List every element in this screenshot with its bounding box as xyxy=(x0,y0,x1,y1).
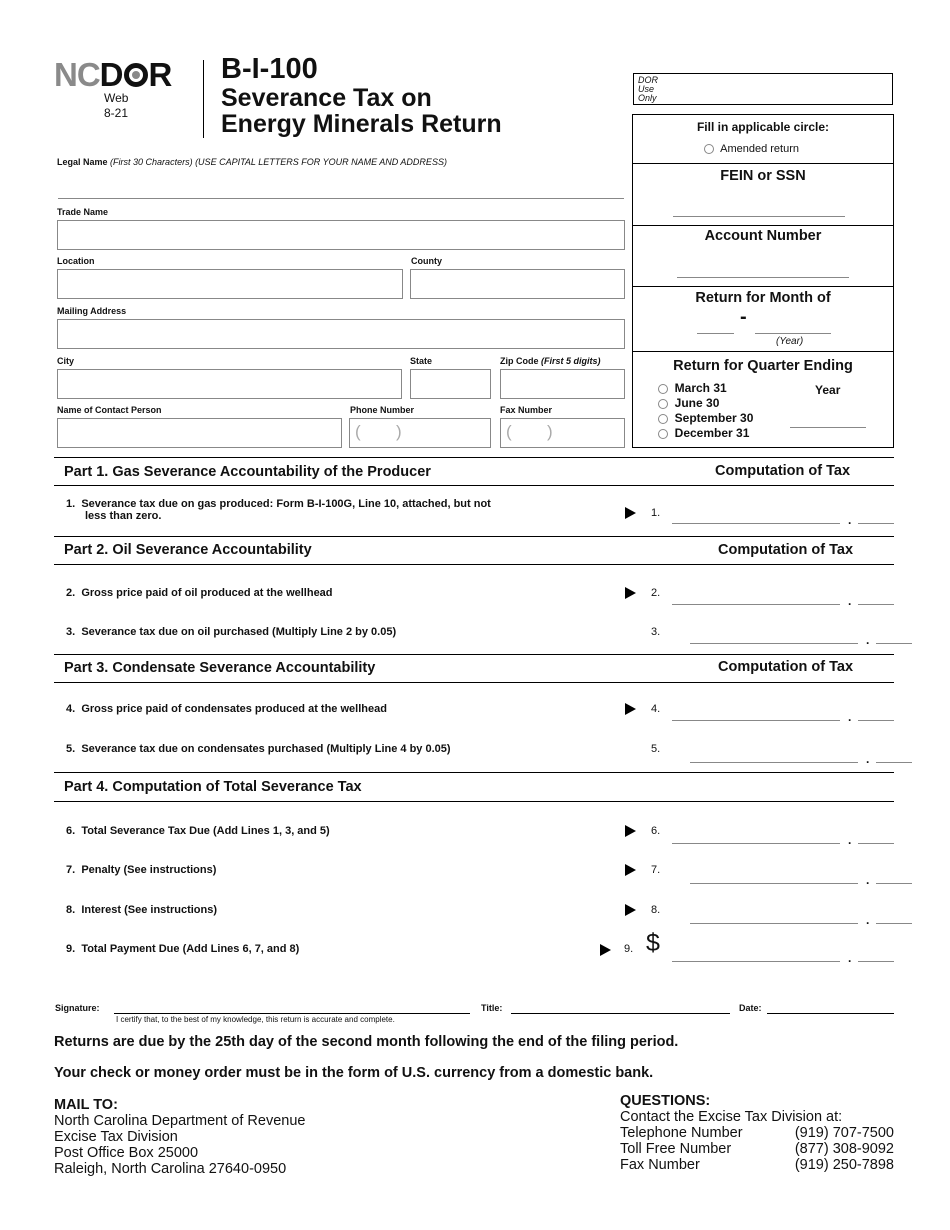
date-label: Date: xyxy=(739,1003,762,1013)
county-input[interactable] xyxy=(410,269,625,299)
certify-statement: I certify that, to the best of my knowledge, this return is accurate and complete. xyxy=(116,1015,395,1024)
line1-ref: 1. xyxy=(651,507,661,519)
logo-o-icon xyxy=(124,63,148,87)
quarter-year-label: Year xyxy=(815,383,841,397)
account-number-label: Account Number xyxy=(704,228,822,244)
questions-intro: Contact the Excise Tax Division at: xyxy=(620,1109,843,1125)
part1-title: Part 1. Gas Severance Accountability of the Producer xyxy=(64,464,431,480)
due-date-notice: Returns are due by the 25th day of the second month following the end of the filing period. xyxy=(54,1034,679,1050)
part2-title: Part 2. Oil Severance Accountability xyxy=(64,542,312,558)
dor-use-only-box: DOR Use Only xyxy=(633,73,893,105)
mailing-address-label: Mailing Address xyxy=(57,306,127,316)
state-input[interactable] xyxy=(410,369,491,399)
questions-block xyxy=(620,1093,894,1173)
title-input[interactable] xyxy=(511,1013,730,1014)
contact-person-input[interactable] xyxy=(57,418,342,448)
line5-ref: 5. xyxy=(651,743,661,755)
fax-input[interactable] xyxy=(500,418,625,448)
line7-arrow-icon xyxy=(625,864,636,876)
quarter-june[interactable]: June 30 xyxy=(658,396,719,410)
form-number: B-I-100 xyxy=(221,53,318,85)
year-note: (Year) xyxy=(776,336,804,347)
line7-description: 7. Penalty (See instructions) xyxy=(66,864,217,876)
line4-description: 4. Gross price paid of condensates produced at the wellhead xyxy=(66,703,387,715)
dollar-sign: $ xyxy=(646,929,660,957)
amended-return-option[interactable]: Amended return xyxy=(704,143,799,155)
questions-heading: QUESTIONS: xyxy=(620,1093,711,1109)
header-divider xyxy=(203,60,204,138)
part3-computation-heading: Computation of Tax xyxy=(718,659,854,675)
legal-name-label: Legal Name (First 30 Characters) (USE CAPITAL LETTERS FOR YOUR NAME AND ADDRESS) xyxy=(57,157,447,167)
toll-free-number: (877) 308-9092 xyxy=(794,1141,894,1157)
quarter-september[interactable]: September 30 xyxy=(658,411,753,425)
mail-line: Excise Tax Division xyxy=(54,1129,178,1145)
line5-description: 5. Severance tax due on condensates purchased (Multiply Line 4 by 0.05) xyxy=(66,743,451,755)
part2-computation-heading: Computation of Tax xyxy=(718,542,854,558)
return-month-input[interactable] xyxy=(697,327,734,334)
mail-line: North Carolina Department of Revenue xyxy=(54,1113,306,1129)
account-number-input[interactable] xyxy=(677,271,849,278)
quarter-ending-label: Return for Quarter Ending xyxy=(673,358,853,374)
phone-paren-close: ) xyxy=(396,422,402,441)
line9-description: 9. Total Payment Due (Add Lines 6, 7, and 8) xyxy=(66,943,300,955)
line1-description: 1. Severance tax due on gas produced: Form B-I-100G, Line 10, attached, but not less than zero. xyxy=(66,498,491,522)
line2-description: 2. Gross price paid of oil produced at the wellhead xyxy=(66,587,333,599)
line3-ref: 3. xyxy=(651,626,661,638)
zip-input[interactable] xyxy=(500,369,625,399)
date-input[interactable] xyxy=(767,1013,894,1014)
line8-ref: 8. xyxy=(651,904,661,916)
city-input[interactable] xyxy=(57,369,402,399)
line1-arrow-icon xyxy=(625,507,636,519)
phone-input[interactable] xyxy=(349,418,491,448)
legal-name-input[interactable] xyxy=(58,192,624,199)
signature-label: Signature: xyxy=(55,1003,100,1013)
phone-label: Phone Number xyxy=(350,405,415,415)
mailing-address-input[interactable] xyxy=(57,319,625,349)
line3-description: 3. Severance tax due on oil purchased (Multiply Line 2 by 0.05) xyxy=(66,626,397,638)
logo-web: Web xyxy=(104,91,129,105)
line7-ref: 7. xyxy=(651,864,661,876)
line2-ref: 2. xyxy=(651,587,661,599)
return-year-input[interactable] xyxy=(755,327,831,334)
return-month-label: Return for Month of xyxy=(695,290,831,306)
amended-radio-icon xyxy=(704,144,714,154)
currency-notice: Your check or money order must be in the form of U.S. currency from a domestic bank. xyxy=(54,1065,654,1081)
radio-icon xyxy=(658,429,668,439)
location-input[interactable] xyxy=(57,269,403,299)
line8-arrow-icon xyxy=(625,904,636,916)
part1-computation-heading: Computation of Tax xyxy=(715,463,851,479)
mail-line: Post Office Box 25000 xyxy=(54,1145,199,1161)
contact-label: Toll Free Number xyxy=(620,1141,732,1157)
county-label: County xyxy=(411,256,442,266)
signature-input[interactable] xyxy=(114,1013,470,1014)
radio-icon xyxy=(658,399,668,409)
fill-circle-label: Fill in applicable circle: xyxy=(696,120,830,134)
fax-paren-close: ) xyxy=(547,422,553,441)
trade-name-input[interactable] xyxy=(57,220,625,250)
contact-person-label: Name of Contact Person xyxy=(57,405,162,415)
line2-arrow-icon xyxy=(625,587,636,599)
line6-ref: 6. xyxy=(651,825,661,837)
quarter-december[interactable]: December 31 xyxy=(658,426,749,440)
trade-name-label: Trade Name xyxy=(57,207,109,217)
line9-arrow-icon xyxy=(600,944,611,956)
fein-label: FEIN or SSN xyxy=(720,168,806,184)
radio-icon xyxy=(658,384,668,394)
mail-line: Raleigh, North Carolina 27640-0950 xyxy=(54,1161,287,1177)
state-label: State xyxy=(410,356,433,366)
line8-description: 8. Interest (See instructions) xyxy=(66,904,218,916)
quarter-march[interactable]: March 31 xyxy=(658,381,727,395)
part3-title: Part 3. Condensate Severance Accountability xyxy=(64,660,376,676)
month-year-dash: - xyxy=(740,306,747,328)
city-label: City xyxy=(57,356,75,366)
line6-arrow-icon xyxy=(625,825,636,837)
form-title-line1: Severance Tax on xyxy=(221,84,432,112)
mail-to-heading: MAIL TO: xyxy=(54,1097,118,1113)
location-label: Location xyxy=(57,256,95,266)
fax-paren-open: ( xyxy=(506,422,512,441)
zip-label: Zip Code (First 5 digits) xyxy=(500,356,601,366)
form-title-line2: Energy Minerals Return xyxy=(221,110,502,138)
form-version: 8-21 xyxy=(104,106,129,120)
telephone-number: (919) 707-7500 xyxy=(794,1125,894,1141)
phone-paren-open: ( xyxy=(355,422,361,441)
line6-description: 6. Total Severance Tax Due (Add Lines 1, 3, and 5) xyxy=(66,825,330,837)
line4-arrow-icon xyxy=(625,703,636,715)
part4-title: Part 4. Computation of Total Severance Tax xyxy=(64,779,362,795)
ncdor-logo: NCD R xyxy=(54,56,172,93)
radio-icon xyxy=(658,414,668,424)
mail-to-block xyxy=(54,1097,305,1177)
line9-ref: 9. xyxy=(624,943,634,955)
fax-number: (919) 250-7898 xyxy=(794,1157,894,1173)
contact-label: Telephone Number xyxy=(620,1125,743,1141)
fein-input[interactable] xyxy=(673,210,845,217)
title-label: Title: xyxy=(481,1003,503,1013)
line4-ref: 4. xyxy=(651,703,661,715)
contact-label: Fax Number xyxy=(620,1157,700,1173)
fax-label: Fax Number xyxy=(500,405,553,415)
quarter-year-input[interactable] xyxy=(790,421,866,428)
